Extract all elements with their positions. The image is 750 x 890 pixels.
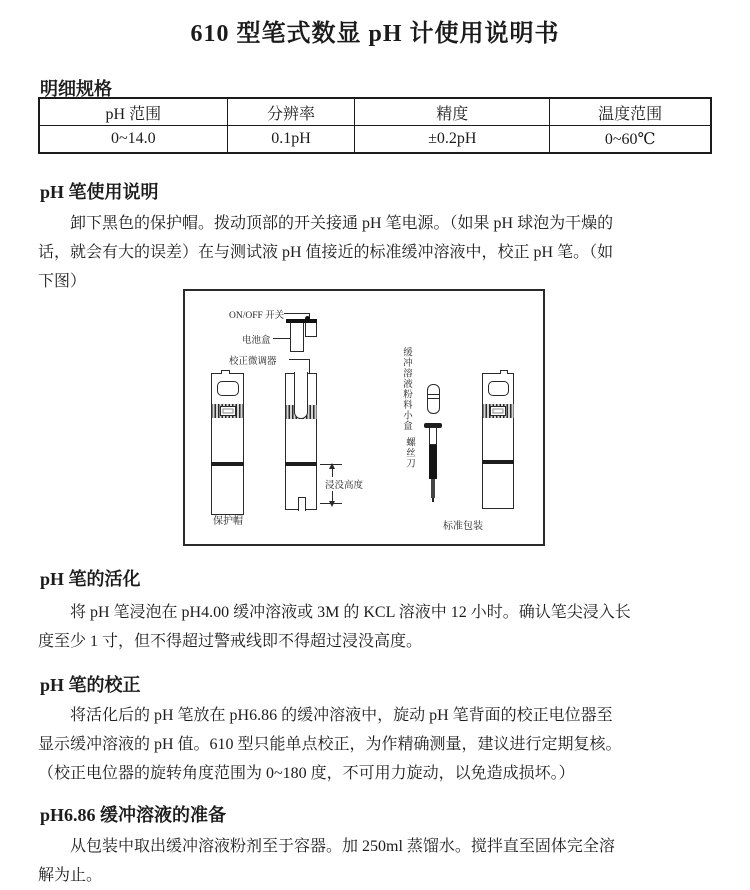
dimension-arrow-up <box>329 463 335 469</box>
pen-cap-joint-line <box>211 462 244 466</box>
activation-line: 度至少 1 寸，但不得超过警戒线即不得超过浸没高度。 <box>38 633 423 650</box>
usage-paragraph <box>38 209 718 296</box>
screwdriver-shaft-lower <box>431 479 435 498</box>
section-heading-calibration: pH 笔的校正 <box>40 675 141 695</box>
activation-line: 将 pH 笔浸泡在 pH4.00 缓冲溶液或 3M 的 KCL 溶液中 12 小时。确认笔尖浸入长 <box>70 604 631 621</box>
capsule-line <box>428 394 439 395</box>
specs-table-value-row <box>39 126 711 154</box>
pen-bottom-notch <box>298 497 306 511</box>
screwdriver-tip <box>432 498 434 502</box>
pen-top-switch <box>221 370 230 374</box>
onoff-switch-label: ON/OFF 开关 <box>229 311 285 321</box>
section-heading-specs: 明细规格 <box>40 79 112 99</box>
ph-pen-front-left <box>211 373 244 515</box>
specs-table <box>38 97 712 154</box>
preparation-paragraph <box>38 832 718 890</box>
calibration-line: 显示缓冲溶液的 pH 值。610 型只能单点校正，为作精确测量，建议进行定期复核。 <box>38 736 622 753</box>
battery-box-label: 电池盒 <box>242 336 271 346</box>
calibration-line: 将活化后的 pH 笔放在 pH6.86 的缓冲溶液中，旋动 pH 笔背面的校正电位器至 <box>70 707 613 724</box>
usage-line: 卸下黑色的保护帽。拨动顶部的开关接通 pH 笔电源。（如果 pH 球泡为干燥的 <box>70 215 614 232</box>
usage-line: 话，就会有大的误差）在与测试液 pH 值接近的标准缓冲溶液中，校正 pH 笔。（如 <box>38 244 614 261</box>
preparation-line: 从包装中取出缓冲溶液粉剂至于容器。加 250ml 蒸馏水。搅拌直至固体完全溶 <box>70 838 615 855</box>
specs-header-ph-range: pH 范围 <box>39 98 227 126</box>
specs-value-resolution: 0.1pH <box>227 126 355 154</box>
activation-paragraph <box>38 598 718 656</box>
section-heading-activation: pH 笔的活化 <box>40 569 141 589</box>
buffer-powder-label: 缓冲溶液粉料小盒 <box>401 347 411 431</box>
battery-callout-line <box>273 338 290 339</box>
specs-header-accuracy: 精度 <box>355 98 550 126</box>
pen-band-button <box>220 406 236 416</box>
immersion-height-label: 浸没高度 <box>321 477 367 491</box>
section-heading-preparation: pH6.86 缓冲溶液的准备 <box>40 805 227 825</box>
calibration-trimmer-label: 校正微调器 <box>229 357 277 367</box>
capsule-line <box>428 398 439 399</box>
screwdriver-label: 螺丝刀 <box>404 437 414 469</box>
calibration-paragraph <box>38 701 718 788</box>
screwdriver-shaft-upper <box>429 427 437 445</box>
specs-table-header-row <box>39 98 711 126</box>
dimension-arrow-down <box>329 501 335 507</box>
pen-cap-joint-line <box>482 460 514 464</box>
battery-cover-slot <box>294 372 308 419</box>
ph-pen-back-view <box>285 373 317 510</box>
instrument-diagram <box>183 289 545 546</box>
protective-cap-label: 保护帽 <box>213 516 243 527</box>
standard-package-label: 标准包装 <box>443 521 483 532</box>
specs-value-accuracy: ±0.2pH <box>355 126 550 154</box>
specs-value-ph-range: 0~14.0 <box>39 126 227 154</box>
specs-header-temp-range: 温度范围 <box>550 98 711 126</box>
pen-band-button <box>490 406 506 416</box>
onoff-callout-line <box>284 313 310 314</box>
ph-pen-front-right <box>482 373 514 509</box>
usage-line: 下图） <box>38 273 87 290</box>
page-title: 610 型笔式数显 pH 计使用说明书 <box>190 21 560 47</box>
specs-header-resolution: 分辨率 <box>227 98 355 126</box>
pen-display-window <box>488 381 509 396</box>
pen-top-switch <box>500 370 508 374</box>
screwdriver-grip <box>429 445 437 479</box>
trimmer-callout-line <box>289 359 310 360</box>
battery-cap-side <box>305 323 317 337</box>
preparation-line: 解为止。 <box>38 867 103 884</box>
battery-compartment <box>290 323 304 352</box>
pen-cap-joint-line <box>285 462 317 466</box>
pen-display-window <box>217 381 239 396</box>
buffer-powder-capsule <box>427 384 440 414</box>
specs-value-temp-range: 0~60℃ <box>550 126 711 154</box>
section-heading-usage: pH 笔使用说明 <box>40 182 159 202</box>
calibration-line: （校正电位器的旋转角度范围为 0~180 度，不可用力旋动，以免造成损坏。） <box>38 765 575 782</box>
